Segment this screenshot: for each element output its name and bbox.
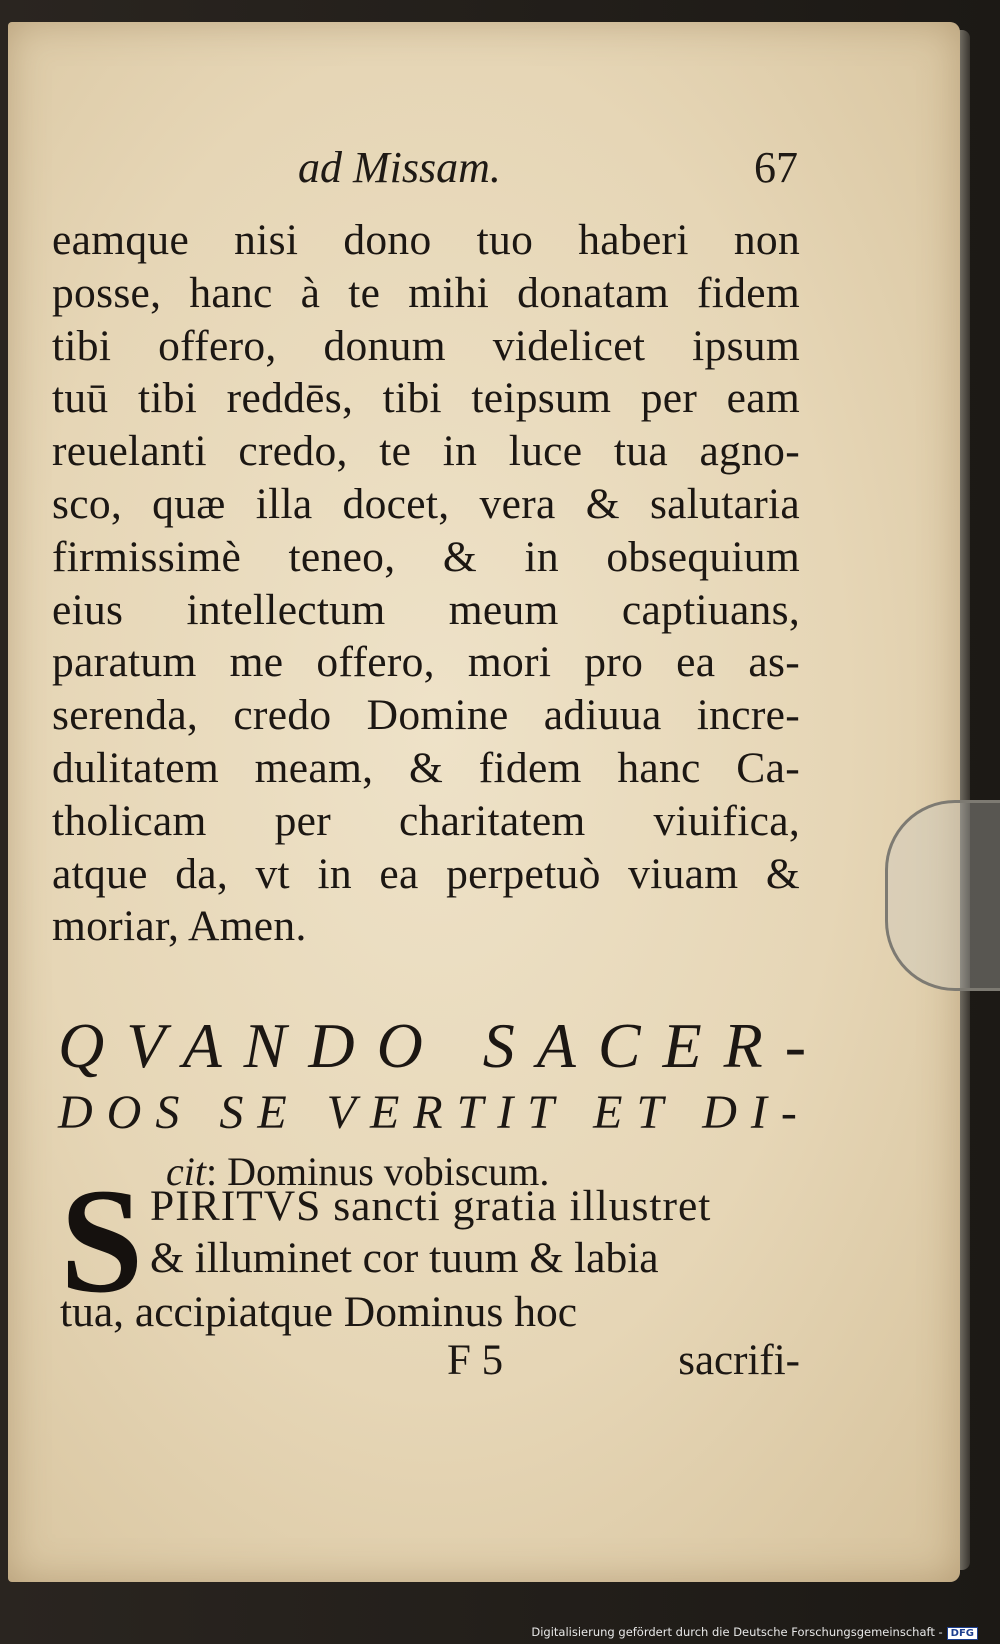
body-paragraph	[52, 214, 800, 953]
text-line: dulitatem meam, & fidem hanc Ca-	[52, 743, 800, 792]
drop-cap: S	[60, 1158, 144, 1324]
text-line: eius intellectum meum captiuans,	[52, 585, 800, 634]
text-line: eamque nisi dono tuo haberi non	[52, 216, 800, 264]
signature-mark: F 5	[447, 1337, 504, 1384]
page-number: 67	[754, 143, 798, 192]
heading-line: QVANDO SACER-	[58, 1010, 829, 1081]
credit-text: Digitalisierung gefördert durch die Deutsche Forschungsgemeinschaft -	[531, 1625, 943, 1639]
section-heading	[58, 1010, 829, 1200]
text-line: serenda, credo Domine adiuua incre-	[52, 691, 800, 740]
dfg-logo: DFG	[947, 1627, 978, 1640]
heading-roman-text: : Dominus vobiscum.	[205, 1149, 550, 1194]
running-head	[258, 142, 798, 204]
text-line: tibi offero, donum videlicet ipsum	[52, 321, 800, 370]
running-title: ad Missam.	[298, 143, 501, 192]
text-line: paratum me offero, mori pro ea as-	[52, 638, 800, 687]
text-line: tua, accipiatque Dominus hoc	[60, 1288, 578, 1336]
text-line: tuū tibi reddēs, tibi teipsum per eam	[52, 374, 800, 423]
text-line: moriar, Amen.	[52, 902, 307, 951]
digitization-credit	[531, 1625, 978, 1640]
text-line: & illuminet cor tuum & labia	[150, 1234, 659, 1282]
text-line: sco, quæ illa docet, vera & salutaria	[52, 479, 800, 528]
catchword: sacrifi-	[678, 1337, 800, 1384]
text-line: firmissimè teneo, & in obsequium	[52, 532, 800, 581]
heading-italic-word: cit	[166, 1149, 206, 1194]
text-line: atque da, vt in ea perpetuò viuam &	[52, 849, 800, 898]
heading-line: DOS SE VERTIT ET DI-	[58, 1086, 811, 1139]
text-line: tholicam per charitatem viuifica,	[52, 796, 800, 845]
page-footer	[60, 1336, 800, 1390]
text-line: PIRITVS sancti gratia illustret	[150, 1182, 712, 1230]
page-clip	[885, 800, 1000, 991]
text-line: posse, hanc à te mihi donatam fidem	[52, 268, 800, 317]
text-line: reuelanti credo, te in luce tua agno-	[52, 427, 800, 476]
